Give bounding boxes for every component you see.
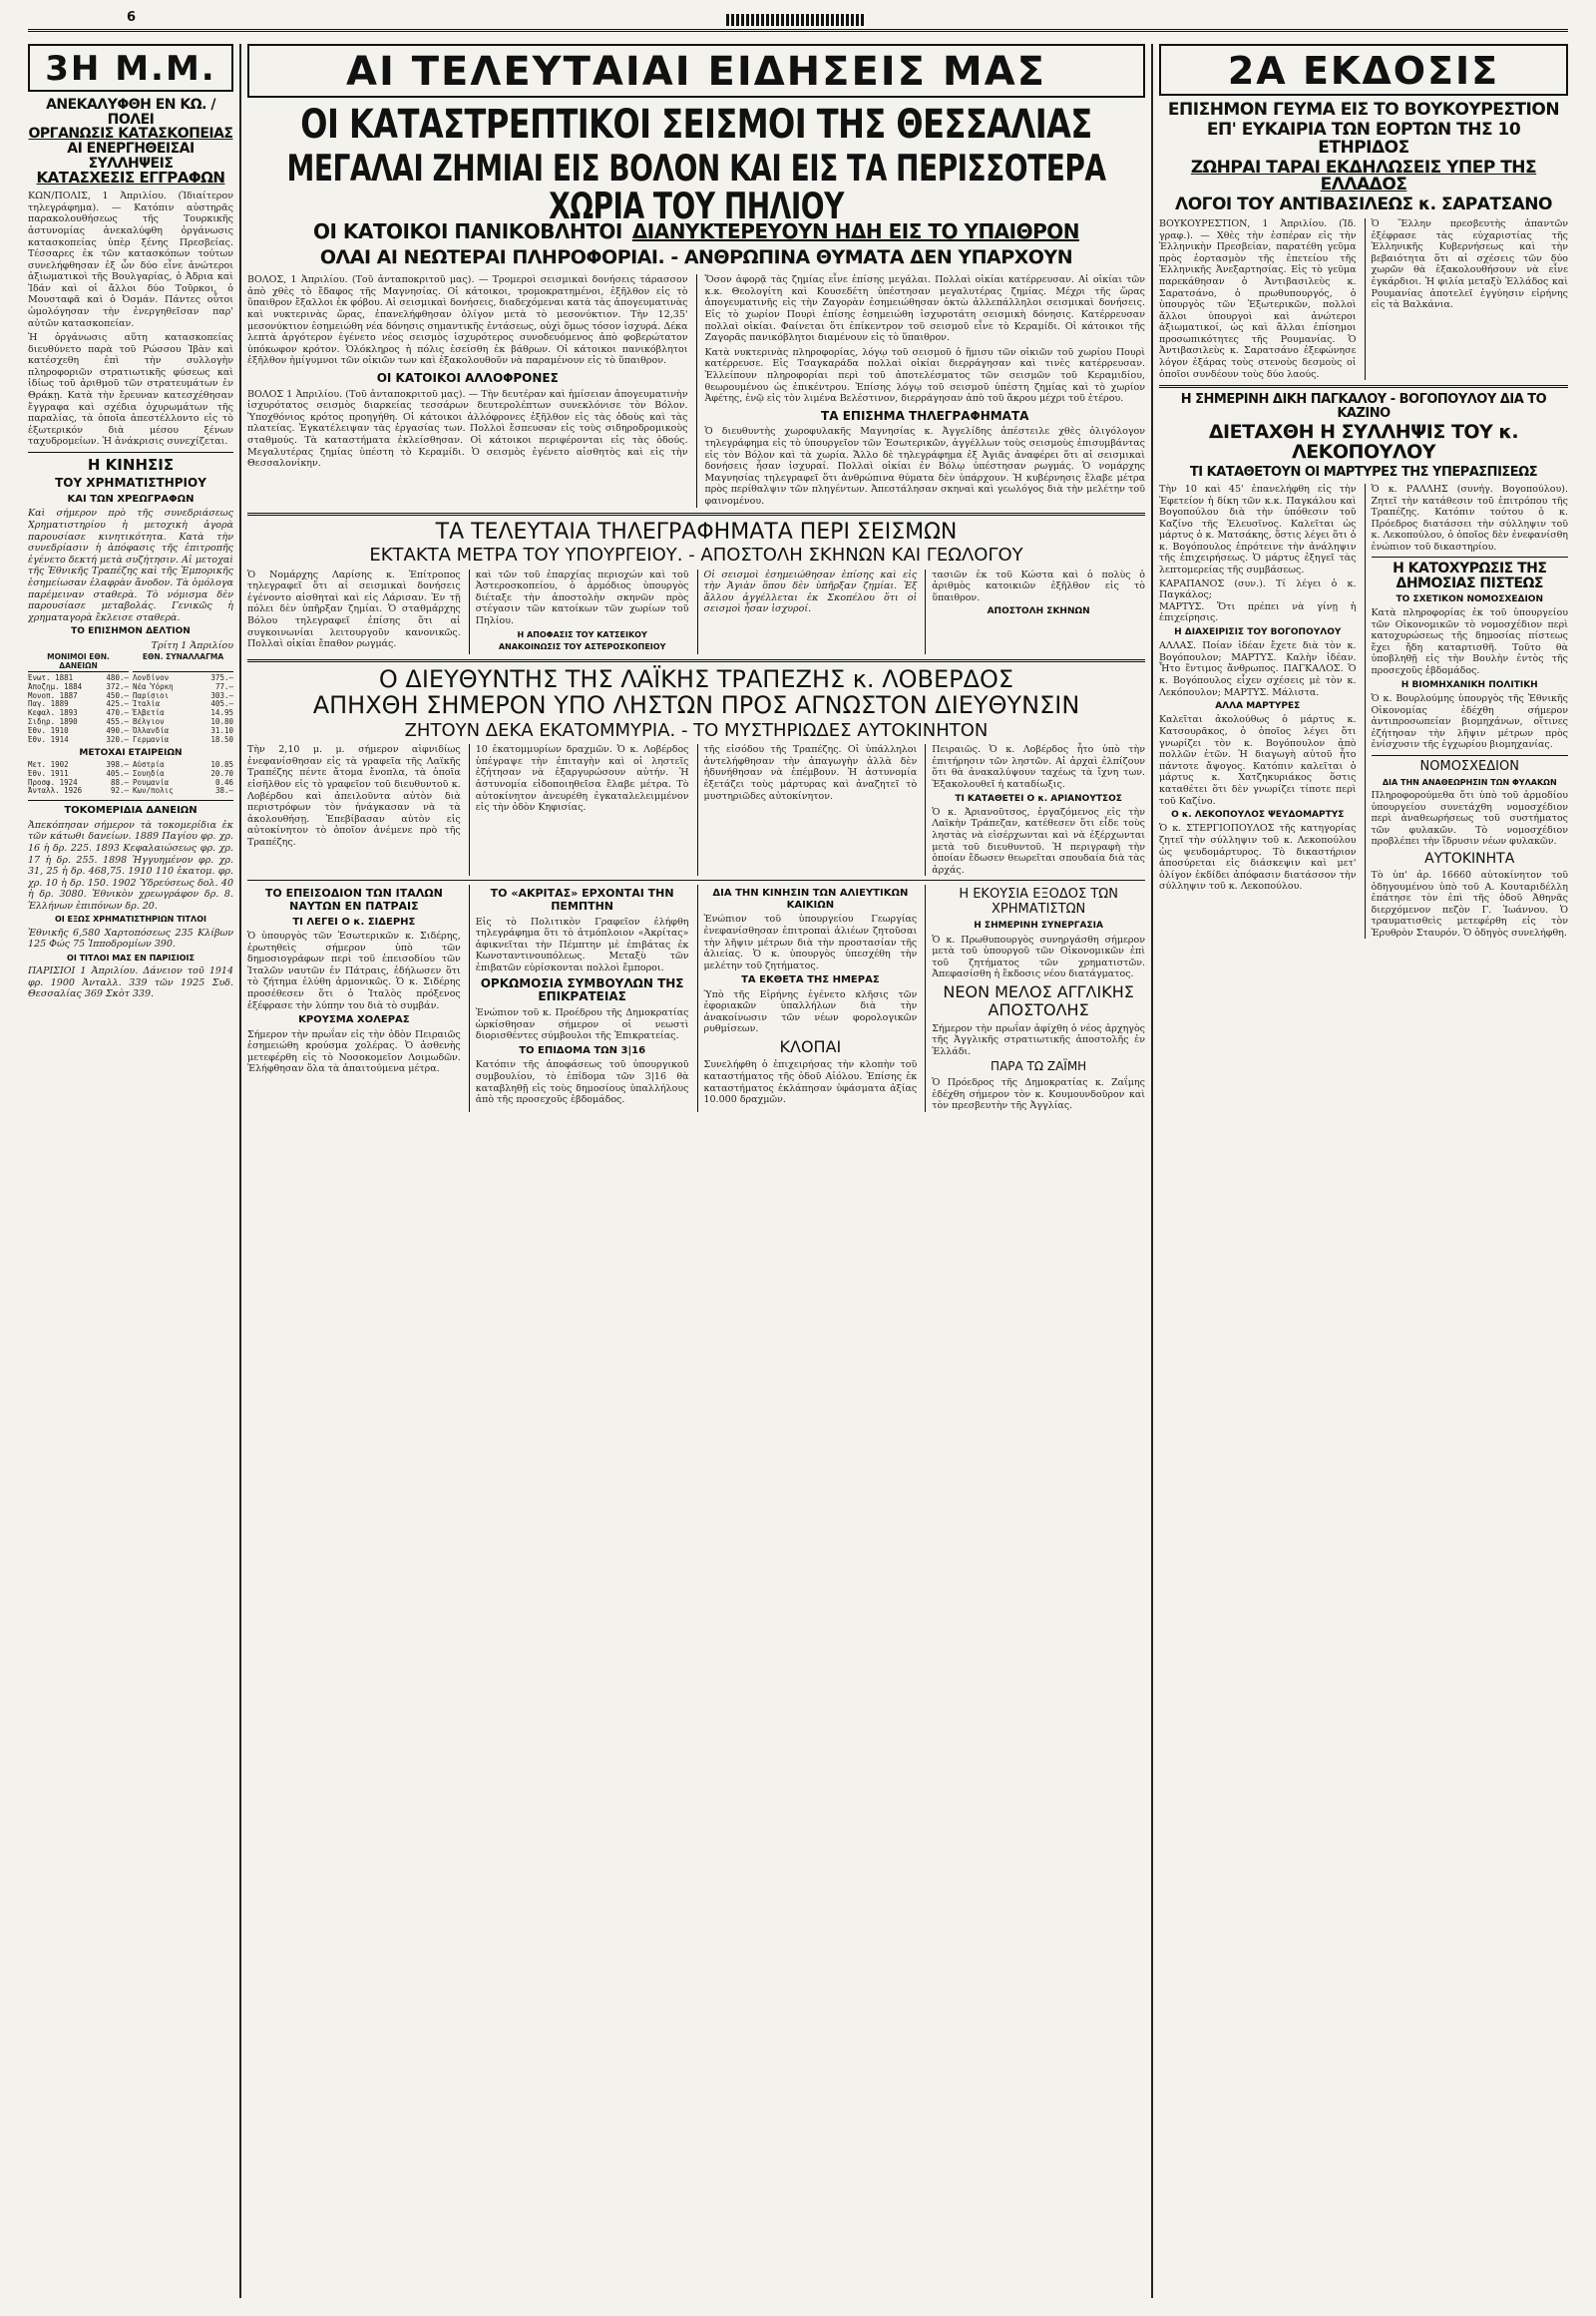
diak-text: ΑΛΛΑΣ. Ποίαν ἰδέαν ἔχετε διὰ τὸν κ. Βογόπουλον; ΜΑΡΤΥΣ. Καλὴν ἰδέαν. Ἦτο ἔντιμος ἄνθρωπος. ΠΑΓΚΑΛΟΣ. Ὁ κ. Βογόπουλος εἶχεν σχέσεις μὲ τὸν κ. Λεκόπουλον; ΜΑΡΤΥΣ. Μάλιστα. <box>1159 640 1357 698</box>
tele2-subheadline: ΕΚΤΑΚΤΑ ΜΕΤΡΑ ΤΟΥ ΥΠΟΥΡΓΕΙΟΥ. - ΑΠΟΣΤΟΛΗ ΣΚΗΝΩΝ ΚΑΙ ΓΕΩΛΟΓΟΥ <box>369 545 1023 567</box>
table-cell-value: 18.50 <box>210 734 233 744</box>
xolera-text: Σήμερον τὴν πρωΐαν εἰς τὴν ὁδὸν Πειραιῶς ἐσημειώθη κρούσμα χολέρας. Ὁ ἀσθενὴς μετεφέρθη εἰς τὸ Νοσοκομεῖον Λοιμωδῶν. Ἐλήφθησαν ὅλα τὰ ἀπαιτούμενα μέτρα. <box>247 1028 461 1075</box>
table-cell-label: Αὐστρία <box>133 759 165 769</box>
orkomos-text: Ἐνώπιον τοῦ κ. Προέδρου τῆς Δημοκρατίας ὡρκίσθησαν σήμερον οἱ νεωστὶ διορισθέντες σύμβουλοι τῆς Ἐπικρατείας. <box>475 1007 689 1042</box>
spy-article-text: ΚΩΝ/ΠΟΛΙΣ, 1 Ἀπριλίου. (Ἰδιαίτερον τηλεγράφημα). — Κατόπιν αὐστηρᾶς παρακολουθήσεως τῆς Τουρκικῆς ἀστυνομίας ἀνεκαλύφθη ὀργάνωσις κατασκοπείας ὑπὲρ ξένης Πρεσβείας. Τέσσαρες ἐκ τῶν κατασκόπων τούτων συνελήφθησαν ἐξ ὧν δύο εἶνε ἀνώτεροι ἀξιωματικοὶ τῆς Βουλγαρίας, ὁ Ἀδρια καὶ Ἰδάν καὶ οἱ ἄλλοι δύο Τοῦρκοι, ὁ Μουσταφᾶ καὶ ὁ Ὀσμάν. Πάντες οὗτοι ὡμολόγησαν τὴν ἐνεργηθεῖσαν παρ' αὐτῶν κατασκοπείαν. <box>28 191 233 329</box>
quake-text-1: ΒΟΛΟΣ, 1 Ἀπριλίου. (Τοῦ ἀνταποκριτοῦ μας). — Τρομεροὶ σεισμικαὶ δονήσεις τάρασσον ἀπὸ χθὲς τὸ ἔδαφος τῆς Μαγνησίας. Οἱ κάτοικοι, τρομοκρατημένοι, ἐξῆλθον εἰς τὸ ὕπαιθρον ἔξαλλοι ἐκ φόβου. Αἱ σεισμικαὶ δονήσεις, διαδεχόμεναι κατὰ τὰς ἀπογευματινὰς καὶ νυκτερινὰς ὥρας, ἐπανελήφθησαν ὀλίγον μετὰ τὸ μεσονύκτιον. Τὴν 12,35' μεσονύκτιον ἐσημειώθη νέα δόνησις σημαντικῆς ἐντάσεως, οὐχὶ ὅμως τόσον ἰσχυρά. Δέκα λεπτὰ ἀργότερον ἐγένετο νέος σεισμὸς ἰσχυρότερος συνοδευόμενος ἀπὸ φοβερώτατον ὑπόκωφον κρότον. Ὁλόκληρος ἡ πόλις ἐσείσθη ἐκ βάθρων. Οἱ κάτοικοι πανικόβλητοι ἐξῆλθον ἡμίγυμνοι τῶν οἰκιῶν των καὶ ἐξακολουθοῦν νὰ παραμένουν εἰς τὸ ὕπαιθρον. <box>247 274 688 367</box>
table-cell-value: 455.— <box>106 717 129 727</box>
akras-text: Εἰς τὸ Πολιτικὸν Γραφεῖον ἐλήφθη τηλεγράφημα ὅτι τὸ ἀτμόπλοιον «Ἀκρίτας» ἀφικνεῖται τὴν Πέμπτην μὲ ἐπιβάτας ἐκ Κωνσταντινουπόλεως. Μεταξὺ τῶν ἐπιβατῶν εὑρίσκονται πολλοὶ ἔμποροι. <box>475 916 689 973</box>
bottom-col <box>697 885 918 1112</box>
divider <box>247 513 1145 516</box>
quake-col-right <box>696 274 1146 507</box>
bucharest-col <box>1159 218 1357 380</box>
table-cell-label: Νέα Ὑόρκη <box>133 681 174 691</box>
page-number: 6 <box>124 10 139 25</box>
divider <box>28 452 233 453</box>
quake-headline-3b: ΔΙΑΝΥΚΤΕΡΕΥΟΥΝ ΗΔΗ ΕΙΣ ΤΟ ΥΠΑΙΘΡΟΝ <box>631 219 1080 244</box>
table-cell-label: Βέλγιον <box>133 717 165 727</box>
table-cell-value: 303.— <box>210 690 233 700</box>
tokomer-text: Ἀπεκόπησαν σήμερον τὰ τοκομερίδια ἐκ τῶν κάτωθι δανείων. 1889 Παγίου φρ. χρ. 16 ἡ δρ. 225. 1893 Κεφαλαιώσεως φρ. χρ. 17 ἡ δρ. 255. 1898 Ἠγγυημένον φρ. χρ. 31, 25 ἡ δρ. 468,75. 1910 110 ἑκατομ. φρ. χρ. 10 ἡ δρ. 150. 1902 Ὑδρεύσεως δολ. 40 ἡ δρ. 3080. Ἐθνικὸν χρεωγράφον δρ. 8. Ἑλλήνων ἐπιπόνων δρ. 20. <box>28 819 233 912</box>
tin-title: ΔΙΑ ΤΗΝ ΚΙΝΗΣΙΝ ΤΩΝ ΑΛΙΕΥΤΙΚΩΝ ΚΑΙΚΙΩΝ <box>712 888 909 911</box>
table-cell-label: Λονδίνον <box>133 672 170 682</box>
klopai-text: Συνελήφθη ὁ ἐπιχειρήσας τὴν κλοπὴν τοῦ καταστήματος τῆς ὁδοῦ Αἰόλου. Ἐπίσης ἐκ καταστήματος ἐκλάπησαν ὑφάσματα ἀξίας 10.000 δραχμῶν. <box>703 1059 918 1106</box>
right-headline-3: ΖΩΗΡΑΙ ΤΑΡΑΙ ΕΚΔΗΛΩΣΕΙΣ ΥΠΕΡ ΤΗΣ ΕΛΛΑΔΟΣ <box>1190 157 1537 195</box>
paris-title: ΟΙ ΤΙΤΛΟΙ ΜΑΣ ΕΝ ΠΑΡΙΣΙΟΙΣ <box>67 953 195 963</box>
kinisis-subtitle: ΤΟΥ ΧΡΗΜΑΤΙΣΤΗΡΙΟΥ <box>55 476 206 491</box>
bottom-col <box>925 885 1145 1112</box>
katax-subtitle: ΤΟ ΣΧΕΤΙΚΟΝ ΝΟΜΟΣΧΕΔΙΟΝ <box>1396 593 1543 604</box>
episodio-title: ΤΟ ΕΠΕΙΣΟΔΙΟΝ ΤΩΝ ΙΤΑΛΩΝ ΝΑΥΤΩΝ ΕΝ ΠΑΤΡΑΙΣ <box>264 887 443 913</box>
table-cell-value: 372.— <box>106 681 129 691</box>
bottom-articles <box>247 885 1145 1112</box>
metoxes-title: ΜΕΤΟΧΑΙ ΕΤΑΙΡΕΙΩΝ <box>79 747 183 758</box>
quake-headline-4: ΟΛΑΙ ΑΙ ΝΕΩΤΕΡΑΙ ΠΛΗΡΟΦΟΡΙΑΙ. - ΑΝΘΡΩΠΙΝΑ ΘΥΜΑΤΑ ΔΕΝ ΥΠΑΡΧΟΥΝ <box>319 246 1073 269</box>
bottom-col <box>247 885 461 1112</box>
table-col-right <box>133 674 233 745</box>
table-cell-value: 10.80 <box>210 717 233 727</box>
quake-text-3: Κατὰ νυκτερινὰς πληροφορίας, λόγῳ τοῦ σεισμοῦ ὁ ἥμισυ τῶν οἰκιῶν τοῦ χωρίου Πουρὶ κατέρρευσε. Εἰς Τσαγκαράδα πολλαὶ οἰκίαι διερράγησαν καὶ τινὲς κατέρρευσαν. Ἐλλείπουν πληροφορίαι περὶ τοῦ ἀποτελέσματος τῶν σεισμῶν τοῦ Κεραμιδίου, θεωρουμένου ὡς ἐπικέντρου. Ἐπίσης λόγῳ τοῦ σεισμοῦ ὑπέστη ζημίας καὶ τὸ χωρίον Ἀφέτης, ἐνῷ εἰς τὸν λιμένα Βελέστινον, διερράγησαν ἀπὸ τοῦ ἄκρου μέχρι τοῦ ἑτέρου. <box>704 346 1145 405</box>
viom-title: Η ΒΙΟΜΗΧΑΝΙΚΗ ΠΟΛΙΤΙΚΗ <box>1400 679 1538 690</box>
table-col-left <box>28 761 129 796</box>
katoikoi-text: ΒΟΛΟΣ 1 Ἀπριλίου. (Τοῦ ἀνταποκριτοῦ μας). — Τὴν δευτέραν καὶ ἡμίσειαν ἀπογευματινὴν ἰσχυρότατος σεισμὸς διαρκείας τεσσάρων δευτερολέπτων συνεκλόνισε τὸν Βόλον. Ὑποχθόνιος κρότος προηγήθη. Οἱ κάτοικοι ἀλλόφρονες ἐξῆλθον εἰς τὰς ὁδοὺς καὶ τὰς πλατείας. Ἐγκατέλειψαν τὰς ἐργασίας των. Πολλοὶ ἔσπευσαν εἰς τοὺς σιδηροδρομικοὺς σταθμούς. Τὰ καταστήματα ἐκλείσθησαν. Οἱ κάτοικοι περιφέρονται εἰς τὰς ὁδούς. Μεγαλυτέρας ζημίας ὑπέστη τὸ Κεραμίδι. Ὁ σεισμὸς ἐγένετο αἰσθητὸς καὶ εἰς τὴν Θεσσαλονίκην. <box>247 388 688 470</box>
divider <box>247 880 1145 881</box>
loverdos-subheadline-2: ΖΗΤΟΥΝ ΔΕΚΑ ΕΚΑΤΟΜΜΥΡΙΑ. - ΤΟ ΜΥΣΤΗΡΙΩΔΕΣ ΑΥΤΟΚΙΝΗΤΟΝ <box>404 719 989 741</box>
divider <box>247 659 1145 662</box>
table-cell-value: 20.70 <box>210 768 233 778</box>
allo-text: Καλεῖται ἀκολούθως ὁ μάρτυς κ. Κατσουρᾶκος, ὁ ὁποῖος λέγει ὅτι γνωρίζει τὸν κ. Βογόπουλον ἀπὸ πολλῶν ἐτῶν. Ἡ διαγωγὴ αὐτοῦ ἦτο πάντοτε ἄψογος. Κατόπιν καλεῖται ὁ μάρτυς κ. Χατζηκυριάκος ὅστις καταθέτει ὅτι δὲν γνωρίζει τίποτε περὶ τοῦ Καζίνο. <box>1159 714 1357 807</box>
shares-table <box>28 761 233 796</box>
left-header: 3Η Μ.Μ. <box>28 44 233 92</box>
left-headline-line: ΟΡΓΑΝΩΣΙΣ ΚΑΤΑΣΚΟΠΕΙΑΣ <box>28 126 233 143</box>
table-cell-label: Κεφαλ. 1893 <box>28 708 78 718</box>
top-rule <box>28 10 1568 32</box>
quake-headline-3a: ΟΙ ΚΑΤΟΙΚΟΙ ΠΑΝΙΚΟΒΛΗΤΟΙ <box>312 219 622 244</box>
nomos-title: ΝΟΜΟΣΧΕΔΙΟΝ <box>1419 758 1519 774</box>
exchange-table <box>28 651 233 744</box>
tele2-col <box>925 570 1145 654</box>
bucharest-col <box>1365 218 1569 380</box>
table-cell-label: Σουηδία <box>133 768 165 778</box>
tele2-headline: ΤΑ ΤΕΛΕΥΤΑΙΑ ΤΗΛΕΓΡΑΦΗΜΑΤΑ ΠΕΡΙ ΣΕΙΣΜΩΝ <box>435 519 958 545</box>
para-title: ΠΑΡΑ ΤΩ ΖΑΪΜΗ <box>991 1059 1087 1074</box>
table-cell-label: Ἀνταλλ. 1926 <box>28 786 83 796</box>
allo-title: ΑΛΛΑ ΜΑΡΤΥΡΕΣ <box>1215 701 1301 712</box>
akras-title: ΤΟ «ΑΚΡΙΤΑΣ» ΕΡΧΟΝΤΑΙ ΤΗΝ ΠΕΜΠΤΗΝ <box>490 887 674 913</box>
tele2-text: τασιῶν ἐκ τοῦ Κώστα καὶ ὁ πολὺς ὁ ἀριθμὸς κατοικιῶν ἐξῆλθον εἰς τὸ ὕπαιθρον. <box>932 569 1145 603</box>
trial-line: ΜΑΡΤΥΣ. Ὅτι πρέπει νὰ γίνῃ ἡ ἐπιχείρησις. <box>1159 600 1357 624</box>
table-cell-label: Γερμανία <box>133 734 170 744</box>
trial-col <box>1365 484 1569 939</box>
trial-subheadline-2: ΤΙ ΚΑΤΑΘΕΤΟΥΝ ΟΙ ΜΑΡΤΥΡΕΣ ΤΗΣ ΥΠΕΡΑΣΠΙΣΕΩΣ <box>1189 465 1538 481</box>
table-cell-label: Μετ. 1902 <box>28 759 69 769</box>
trial-subheadline: ΔΙΕΤΑΧΘΗ Η ΣΥΛΛΗΨΙΣ ΤΟΥ κ. ΛΕΚΟΠΟΥΛΟΥ <box>1208 421 1519 464</box>
loverdos-col <box>247 744 461 876</box>
deltion-title: ΤΟ ΕΠΙΣΗΜΟΝ ΔΕΛΤΙΟΝ <box>71 626 191 637</box>
quake-headline: ΟΙ ΚΑΤΑΣΤΡΕΠΤΙΚΟΙ ΣΕΙΣΜΟΙ ΤΗΣ ΘΕΣΣΑΛΙΑΣ <box>300 100 1092 148</box>
left-column <box>28 44 233 2298</box>
table-cell-value: 0.46 <box>214 777 233 787</box>
loverdos-col <box>925 744 1145 876</box>
quake-col-left <box>247 274 688 507</box>
table-cell-label: Ἐθν. 1911 <box>28 768 69 778</box>
main-banner: ΑΙ ΤΕΛΕΥΤΑΙΑΙ ΕΙΔΗΣΕΙΣ ΜΑΣ <box>247 44 1145 98</box>
right-header: 2Α ΕΚΔΟΣΙΣ <box>1159 44 1568 96</box>
table-cell-value: 92.— <box>110 786 129 796</box>
ekthesi-text: Ὑπὸ τῆς Εἰρήνης ἐγένετο κλῆσις τῶν ἐφοριακῶν ὑπαλλήλων διὰ τὴν ἀνακοίνωσιν τῶν νέων φορολογικῶν ρυθμίσεων. <box>703 988 918 1035</box>
table-col-right <box>133 761 233 796</box>
xrimat-text: Ἐθνικῆς 6,580 Χαρτοπόσεως 235 Κλίβων 125 Φώς 75 Ἰπποδρομίων 390. <box>28 927 233 951</box>
tele2-col <box>247 570 461 654</box>
tele2-col <box>697 570 918 654</box>
table-row <box>133 787 233 796</box>
table-cell-label: Ὀλλανδία <box>133 725 170 735</box>
trial-line: ΚΑΡΑΠΑΝΟΣ (συν.). Τί λέγει ὁ κ. Παγκάλος; <box>1159 578 1357 601</box>
loverdos-article <box>247 744 1145 876</box>
skin-title: ΑΠΟΣΤΟΛΗ ΣΚΗΝΩΝ <box>987 606 1090 617</box>
kinisis-title: Η ΚΙΝΗΣΙΣ <box>87 455 175 474</box>
table-cell-value: 490.— <box>106 725 129 735</box>
table-cell-label: Ἑνωτ. 1881 <box>28 672 74 682</box>
table-cell-label: Ρουμανία <box>133 777 170 787</box>
table-cell-label: Ἑλβετία <box>133 708 165 718</box>
table-cell-value: 88.— <box>110 777 129 787</box>
klopai-title: ΚΛΟΠΑΙ <box>779 1037 842 1057</box>
table-cell-value: 405.— <box>106 768 129 778</box>
table-header: ΜΟΝΙΜΟΙ ΕΘΝ. ΔΑΝΕΙΩΝ <box>28 653 129 672</box>
loverdos-text: Τὴν 2,10 μ. μ. σήμερον αἰφνιδίως ἐνεφανίσθησαν εἰς τὰ γραφεῖα τῆς Λαϊκῆς Τραπέζης πέντε ἄτομα ἔνοπλα, τὰ ὁποῖα εἰσῆλθον εἰς τὸ γραφεῖον τοῦ διευθυντοῦ κ. Λοβέρδου καὶ ἀπειλοῦντα αὐτὸν διὰ περιστρόφων τὸν ἠνάγκασαν νὰ τὰ ἀκολουθήσῃ. Ἐπεβίβασαν αὐτὸν εἰς αὐτοκίνητον τὸ ὁποῖον ἀνέμενε πρὸ τῆς Τραπέζης. <box>247 744 461 848</box>
kinisis-subtitle-2: ΚΑΙ ΤΩΝ ΧΡΕΩΓΡΑΦΩΝ <box>67 493 195 505</box>
left-headline <box>28 98 233 187</box>
divider <box>1372 557 1569 558</box>
exousia-title: Η ΕΚΟΥΣΙΑ ΕΞΟΔΟΣ ΤΩΝ ΧΡΗΜΑΤΙΣΤΩΝ <box>959 887 1118 918</box>
epidoma-text: Κατόπιν τῆς ἀποφάσεως τοῦ ὑπουργικοῦ συμβουλίου, τὸ ἐπίδομα τῶν 3|16 θὰ καταβληθῇ εἰς τοὺς δημοσίους ὑπαλλήλους ἀπὸ τῆς προσεχοῦς ἑβδομάδος. <box>475 1059 689 1106</box>
tokomer-title: ΤΟΚΟΜΕΡΙΔΙΑ ΔΑΝΕΙΩΝ <box>64 805 198 817</box>
kinisis-text: Καὶ σήμερον πρὸ τῆς συνεδριάσεως Χρηματιστηρίου ἡ μετοχικὴ ἀγορὰ παρουσίασε κινητικότητα. Κατὰ τὴν συνεδρίασιν ἡ ἀπόφασις τῆς ἐπιτροπῆς ἐγένετο δεκτή μετὰ συζήτησιν. Αἱ μετοχαὶ τῆς Ἐθνικῆς Τραπέζης καὶ τῆς Ἐμπορικῆς ἐσημείωσαν ἐλαφρὰν ἄνοδον. Τὰ ὁμόλογα παρέμειναν σταθερὰ. Τὸ νόμισμα δὲν παρουσίασε μεταβολάς. Γενικῶς ἡ χρηματαγορὰ ἔκλεισε σταθερὰ. <box>28 508 233 623</box>
table-cell-label: Ἰταλία <box>133 699 161 709</box>
nomos-text: Πληροφορούμεθα ὅτι ὑπὸ τοῦ ἁρμοδίου ὑπουργείου συνετάχθη νομοσχέδιον περὶ ἀναθεωρήσεως τοῦ συστήματος τῶν φυλακῶν. Τὸ νομοσχέδιον προβλέπει τὴν ἵδρυσιν νέων φυλακῶν. <box>1371 789 1568 848</box>
neon-title: ΝΕΟΝ ΜΕΛΟΣ ΑΓΓΛΙΚΗΣ ΑΠΟΣΤΟΛΗΣ <box>943 981 1134 1020</box>
left-headline-line: ΑΙ ΕΝΕΡΓΗΘΕΙΣΑΙ ΣΥΛΛΗΨΕΙΣ <box>67 141 195 172</box>
table-cell-value: 398.— <box>106 759 129 769</box>
tele2-text: Οἱ σεισμοὶ ἐσημειώθησαν ἐπίσης καὶ εἰς τὴν Ἀγιὰν ὅπου δὲν ὑπῆρξαν ζημίαι. Ἐξ ἄλλου ἀγγέλλεται ἐκ Σκοπέλου ὅτι οἱ σεισμοὶ ἦσαν ἰσχυροί. <box>703 569 918 615</box>
table-row <box>28 787 129 796</box>
table-cell-value: 375.— <box>210 672 233 682</box>
table-cell-label: Κων/πολις <box>133 786 174 796</box>
table-cell-label: Ἀποζημ. 1884 <box>28 681 83 691</box>
aerop-title: Η ΑΠΟΦΑΣΙΣ ΤΟΥ ΚΑΤΣΕΙΚΟΥ <box>517 629 647 639</box>
katax-text: Κατὰ πληροφορίας ἐκ τοῦ ὑπουργείου τῶν Οἰκονομικῶν τὸ νομοσχέδιον περὶ κατοχυρώσεως τῆς δημοσίας πίστεως ἔχει ἤδη καταρτισθῆ. Τοῦτο θὰ ὑποβληθῇ εἰς τὴν Βουλὴν ἐντὸς τῆς προσεχοῦς ἑβδομάδος. <box>1371 607 1568 677</box>
table-cell-value: 405.— <box>210 699 233 709</box>
loverdos-text: Πειραιῶς. Ὁ κ. Λοβέρδος ἦτο ὑπὸ τὴν ἐπιτήρησιν τῶν ληστῶν. Αἱ ἀρχαὶ ἐλπίζουν ὅτι θὰ ἀνακαλύψουν ταχέως τὰ ἴχνη των. Ἐξακολουθεῖ ἡ καταδίωξις. <box>932 744 1145 790</box>
masthead-ornament <box>726 14 866 26</box>
table-cell-label: Ἐθν. 1910 <box>28 725 69 735</box>
table-row <box>28 736 129 745</box>
exousia-text: Ὁ κ. Πρωθυπουργὸς συνηργάσθη σήμερον μετὰ τοῦ ὑπουργοῦ τῶν Οἰκονομικῶν ἐπὶ τοῦ ζητήματος τῶν χρηματιστῶν. Ἀπεφασίσθη ἡ ἔκδοσις νέου διατάγματος. <box>932 934 1145 980</box>
viom-text: Ὁ κ. Βουρλούμης ὑπουργὸς τῆς Ἐθνικῆς Οἰκονομίας ἐδέχθη σήμερον ἀντιπροσωπείαν βιομηχάνων, οἵτινες ἐζήτησαν τὴν λῆψιν μέτρων πρὸς ἐνίσχυσιν τῆς ἐγχωρίου βιομηχανίας. <box>1371 692 1568 751</box>
trial-headline: Η ΣΗΜΕΡΙΝΗ ΔΙΚΗ ΠΑΓΚΑΛΟΥ - ΒΟΓΟΠΟΥΛΟΥ ΔΙΑ ΤΟ ΚΑΖΙΝΟ <box>1180 392 1547 421</box>
lekop-text: Ὁ κ. ΣΤΕΡΓΙΟΠΟΥΛΟΣ τῆς κατηγορίας ζητεῖ τὴν σύλληψιν τοῦ κ. Λεκοπούλου ὡς ψευδομάρτυρος. Τὸ δικαστήριον ἀποσύρεται εἰς διάσκεψιν καὶ μετ' ὀλίγον ἐκδίδει ἀπόφασιν διατάσσον τὴν σύλληψιν τοῦ κ. Λεκοπούλου. <box>1159 823 1357 893</box>
tele2-col <box>469 570 689 654</box>
table-cell-value: 450.— <box>106 690 129 700</box>
bucharest-text: ΒΟΥΚΟΥΡΕΣΤΙΟΝ, 1 Ἀπριλίου. (Ἰδ. γραφ.). — Χθὲς τὴν ἑσπέραν εἰς τὴν Ἑλληνικὴν Πρεσβείαν, παρατέθη γεῦμα πρὸς ἑορτασμὸν τῆς ἐπετείου τῆς Ἑλληνικῆς Ἀνεξαρτησίας. Εἰς τὸ γεῦμα παρεκάθησαν ὁ Ἀντιβασιλεὺς κ. Σαρατσάνο, ὁ πρωθυπουργός, ὁ ὑπουργὸς τῶν Ἐξωτερικῶν, πολλοὶ ἄλλοι ὑπουργοὶ καὶ ἀνώτεροι ἀξιωματικοί, ὡς καὶ ἄλλαι ἐπίσημοι προσωπικότητες τῆς Ρουμανίας. Ὁ Ἀντιβασιλεὺς κ. Σαρατσάνο ἐξεφώνησε λόγον ἐξάρας τοὺς στενοὺς δεσμοὺς οἱ ὁποῖοι συνδέουν τοὺς δύο λαούς. <box>1159 218 1357 380</box>
divider <box>28 800 233 801</box>
right-headline-4: ΛΟΓΟΙ ΤΟΥ ΑΝΤΙΒΑΣΙΛΕΩΣ κ. ΣΑΡΑΤΣΑΝΟ <box>1175 194 1552 215</box>
xolera-title: ΚΡΟΥΣΜΑ ΧΟΛΕΡΑΣ <box>298 1014 410 1026</box>
bottom-col <box>469 885 689 1112</box>
table-cell-value: 31.10 <box>210 725 233 735</box>
table-cell-value: 14.95 <box>210 708 233 718</box>
deltion-date: Τρίτη 1 Ἀπριλίου <box>151 639 233 651</box>
episodio-subtitle: ΤΙ ΛΕΓΕΙ Ο κ. ΣΙΔΕΡΗΣ <box>292 916 416 928</box>
bucharest-text: Ὁ Ἕλλην πρεσβευτὴς ἀπαντῶν ἐξέφρασε τὰς εὐχαριστίας τῆς Ἑλληνικῆς Κυβερνήσεως καὶ τὴν βεβαιότητα ὅτι αἱ σχέσεις τῶν δύο χωρῶν θὰ ἐξακολουθήσουν νὰ εἶνε ἐγκάρδιοι. Ἡ φιλία μεταξὺ Ἑλλάδος καὶ Ρουμανίας ἀποτελεῖ ἐγγύησιν εἰρήνης εἰς τὰ Βαλκάνια. <box>1371 218 1568 311</box>
ekthesi-title: ΤΑ ΕΚΘΕΤΑ ΤΗΣ ΗΜΕΡΑΣ <box>741 974 880 986</box>
table-cell-label: Ἐθν. 1914 <box>28 734 69 744</box>
main-column <box>247 44 1145 2298</box>
loverdos-headline: Ο ΔΙΕΥΘΥΝΤΗΣ ΤΗΣ ΛΑΪΚΗΣ ΤΡΑΠΕΖΗΣ κ. ΛΟΒΕΡΔΟΣ <box>378 664 1014 693</box>
table-col-left <box>28 674 129 745</box>
paris-text: ΠΑΡΙΣΙΟΙ 1 Ἀπριλίου. Δάνειον τοῦ 1914 φρ. 1900 Ἀνταλλ. 339 τῶν 1925 Συδ. Θεσσαλίας 369 Σκὸτ 339. <box>28 965 233 1000</box>
newspaper-page <box>28 10 1568 2298</box>
loverdos-col <box>469 744 689 876</box>
tele-text: Ὁ διευθυντὴς χωροφυλακῆς Μαγνησίας κ. Ἀγγελίδης ἀπέστειλε χθὲς ὀλιγόλογον τηλεγράφημα εἰς τὸ ὑπουργεῖον τῶν Ἐσωτερικῶν, ἀγγέλλων τοὺς σεισμοὺς ἐπισυμβάντας εἰς τὸν Βόλον καὶ τὰ χωρία. Ἄλλο δὲ τηλεγράφημα ἐξ Ἀγιᾶς ἀναφέρει ὅτι αἱ σεισμικαὶ δονήσεις ἦσαν ἰσχυραί. Πολλαὶ οἰκίαι ἐν Βόλῳ ὑπέστησαν ρωγμάς. Ὁ νομάρχης Μαγνησίας τηλεγραφεῖ ὅτι ἀνθρώπινα θύματα δὲν ὑπάρχουν. Ἡ κυβέρνησις ἔλαβε μέτρα πρὸς περίθαλψιν τῶν πληγέντων. Ἀπεστάλησαν σκηναὶ καὶ γεωλόγος διὰ τὴν μελέτην τοῦ φαινομένου. <box>704 426 1145 507</box>
para-text: Ὁ Πρόεδρος τῆς Δημοκρατίας κ. Ζαΐμης ἐδέχθη σήμερον τὸν κ. Κουμουνδοῦρον καὶ τὸν πρεσβευτὴν τῆς Ἀγγλίας. <box>932 1077 1145 1112</box>
tin-text: Ἐνώπιον τοῦ ὑπουργείου Γεωργίας ἐνεφανίσθησαν ἐπιτροπαὶ ἁλιέων ζητοῦσαι τὴν λῆψιν μέτρων διὰ τὴν προστασίαν τῆς ἁλιείας. Ὁ κ. ὑπουργὸς ὑπεσχέθη τὴν μελέτην τοῦ ζητήματος. <box>703 914 918 971</box>
table-cell-label: Μονοπ. 1887 <box>28 690 78 700</box>
spy-article-text-2: Ἡ ὀργάνωσις αὕτη κατασκοπείας διευθύνετο παρὰ τοῦ Ρώσσου Ἰβὰν καὶ κατέσχεθη ἐπὶ τὴν συλλογὴν πληροφοριῶν στρατιωτικῆς φύσεως καὶ ἰδίως τοῦ ἀριθμοῦ τῶν στρατευμάτων ἐν Θράκῃ. Κατὰ τὴν ἔρευναν κατεσχέθησαν ἔγγραφα καὶ σχέδια ὀχυρωμάτων τῆς παραλίας, τὰ ὁποῖα ἀπεστέλλοντο εἰς τὸ ἐξωτερικόν διὰ μέσου ξένων ταχυδρομείων. Ἡ ἀνάκρισις συνεχίζεται. <box>28 332 233 448</box>
quake-subheadline: ΜΕΓΑΛΑΙ ΖΗΜΙΑΙ ΕΙΣ ΒΟΛΟΝ ΚΑΙ ΕΙΣ ΤΑ ΠΕΡΙΣΣΟΤΕΡΑ ΧΩΡΙΑ ΤΟΥ ΠΗΛΙΟΥ <box>286 146 1106 228</box>
lekop-title: Ο κ. ΛΕΚΟΠΟΥΛΟΣ ΨΕΥΔΟΜΑΡΤΥΣ <box>1171 810 1345 821</box>
divider <box>1159 385 1568 388</box>
quake-text-2: Ὅσον ἀφορᾷ τὰς ζημίας εἶνε ἐπίσης μεγάλαι. Πολλαὶ οἰκίαι κατέρρευσαν. Αἱ οἰκίαι τῶν κ.κ. Θεολογίτη καὶ Κουσεδέτη ὑπέστησαν μεγαλυτέρας ζημίας. Μέχρι τῆς ὥρας ἀπογευματινῆς εἰς τὴν Ζαγορὰν ἐσημειώθησαν ὀκτὼ ἀλλεπάλληλοι σεισμικαὶ δονήσεις. Εἰς τὸ χωρίον Πουρὶ ἐπίσης ἐσημειώθη ἰσχυροτάτη σεισμικὴ δόνησις. Κατέρρευσαν πολλαὶ οἰκίαι. Φαίνεται ὅτι ἐπίκεντρον τοῦ σεισμοῦ εἶνε τὸ Κεραμίδι. Οἱ κάτοικοι τῆς Ζαγορᾶς πανικόβλητοι διαμένουν εἰς τὸ ὕπαιθρον. <box>704 274 1145 344</box>
table-cell-label: Παρίσιοι <box>133 690 170 700</box>
trial-text: Ὁ κ. ΡΑΛΛΗΣ (συνήγ. Βογοπούλου). Ζητεῖ τὴν κατάθεσιν τοῦ ἐπιτρόπου τῆς Τραπέζης. Κατόπιν τούτου ὁ κ. Πρόεδρος διατάσσει τὴν σύλληψιν τοῦ κ. Λεκοπούλου, ὁ ὁποῖος δὲν ἐνεφανίσθη ἐνώπιον τοῦ δικαστηρίου. <box>1371 483 1568 553</box>
table-cell-label: Παγ. 1889 <box>28 699 69 709</box>
katath-title: ΤΙ ΚΑΤΑΘΕΤΕΙ Ο κ. ΑΡΙΑΝΟΥΤΣΟΣ <box>955 793 1122 804</box>
left-headline-line: ΚΑΤΑΣΧΕΣΙΣ ΕΓΓΡΑΦΩΝ <box>36 169 225 188</box>
trial-text: Τὴν 10 καὶ 45' ἐπανελήφθη εἰς τὴν Ἐφετείον ἡ δίκη τῶν κ.κ. Παγκάλου καὶ Βογοπούλου διὰ τὴν ὑπόθεσιν τοῦ Καζίνο τῆς Ἐλευσῖνος. Καλεῖται ὡς μάρτυς ὁ κ. Ματσάκης, ὅστις λέγει ὅτι ὁ κ. Βογόπουλος ἐπρότεινε τὴν ἀνάληψιν τῆς ἐπιχειρήσεως. Ὁ μάρτυς ἐξηγεῖ τὰς λεπτομερείας τῆς συμβάσεως. <box>1159 483 1357 576</box>
bucharest-article <box>1159 218 1568 380</box>
table-header: ΕΘΝ. ΣΥΝΑΛΛΑΓΜΑ <box>133 653 233 672</box>
diak-title: Η ΔΙΑΧΕΙΡΙΣΙΣ ΤΟΥ ΒΟΓΟΠΟΥΛΟΥ <box>1174 626 1342 637</box>
table-cell-value: 10.85 <box>210 759 233 769</box>
katax-title: Η ΚΑΤΟΧΥΡΩΣΙΣ ΤΗΣ ΔΗΜΟΣΙΑΣ ΠΙΣΤΕΩΣ <box>1393 561 1547 592</box>
loverdos-col <box>697 744 918 876</box>
quake-article <box>247 274 1145 507</box>
table-cell-value: 77.— <box>214 681 233 691</box>
trial-col <box>1159 484 1357 939</box>
katath-text: Ὁ κ. Ἀριανοῦτσος, ἐργαζόμενος εἰς τὴν Λαϊκὴν Τράπεζαν, κατέθεσεν ὅτι εἶδε τοὺς ληστὰς νὰ εἰσέρχωνται καὶ νὰ ἐξέρχωνται μετὰ τοῦ διευθυντοῦ. Ἡ περιγραφὴ τὴν ὁποίαν ἔδωσεν θεωρεῖται σπουδαία διὰ τὰς ἀρχάς. <box>932 806 1145 876</box>
table-cell-label: Σιδηρ. 1890 <box>28 717 78 727</box>
katoikoi-title: ΟΙ ΚΑΤΟΙΚΟΙ ΑΛΛΟΦΡΟΝΕΣ <box>376 370 559 385</box>
loverdos-subheadline: ΑΠΗΧΘΗ ΣΗΜΕΡΟΝ ΥΠΟ ΛΗΣΤΩΝ ΠΡΟΣ ΑΓΝΩΣΤΟΝ ΔΙΕΥΘΥΝΣΙΝ <box>312 690 1080 719</box>
nomos-subtitle: ΔΙΑ ΤΗΝ ΑΝΑΘΕΩΡΗΣΙΝ ΤΩΝ ΦΥΛΑΚΩΝ <box>1382 777 1557 787</box>
loverdos-text: τῆς εἰσόδου τῆς Τραπέζης. Οἱ ὑπάλληλοι ἀντελήφθησαν τὴν ἀπαγωγὴν ἀλλὰ δὲν ἠδυνήθησαν νὰ ἐπέμβουν. Ἡ ἀστυνομία ἐξετάζει τοὺς μάρτυρας καὶ ἀναζητεῖ τὸ μυστηριῶδες αὐτοκίνητον. <box>703 744 918 802</box>
divider <box>1372 755 1569 756</box>
table-cell-value: 470.— <box>106 708 129 718</box>
table-cell-value: 480.— <box>106 672 129 682</box>
table-cell-value: 425.— <box>106 699 129 709</box>
episodio-text: Ὁ ὑπουργὸς τῶν Ἐσωτερικῶν κ. Σιδέρης, ἐρωτηθεὶς σήμερον ὑπὸ τῶν δημοσιογράφων περὶ τοῦ ἐπεισοδίου τῶν Ἰταλῶν ναυτῶν ἐν Πάτραις, ἐδήλωσεν ὅτι τὸ ζήτημα ἐλύθη ἀρμονικῶς. Ὁ κ. Σιδέρης προσέθεσεν ὅτι ὁ Ἰταλὸς πρόξενος ἐξέφρασε τὴν λύπην του διὰ τὸ συμβάν. <box>247 931 461 1011</box>
auto-text: Τὸ ὑπ' ἀρ. 16660 αὐτοκίνητον τοῦ ὁδηγουμένου ὑπὸ τοῦ Α. Κουταριδέλλη ἐπάτησε τὸν ἐπὶ τῆς ὁδοῦ Ἀθηνᾶς διερχόμενον πεζὸν Γ. Ἰωάννου. Ὁ τραυματισθεὶς μετεφέρθη εἰς τὸν Ἐρυθρὸν Σταυρόν. Ὁ ὁδηγὸς συνελήφθη. <box>1371 869 1568 939</box>
neon-text: Σήμερον τὴν πρωΐαν ἀφίχθη ὁ νέος ἀρχηγὸς τῆς Ἀγγλικῆς στρατιωτικῆς ἀποστολῆς ἐν Ἑλλάδι. <box>932 1022 1145 1057</box>
trial-article <box>1159 484 1568 939</box>
column-rule <box>1151 44 1153 2298</box>
table-cell-value: 38.— <box>214 786 233 796</box>
tele2-text: Ὁ Νομάρχης Λαρίσης κ. Ἐπίτροπος τηλεγραφεῖ ὅτι αἱ σεισμικαὶ δονήσεις ἐγένοντο αἰσθηταὶ καὶ εἰς Λάρισαν. Ἐν τῇ πόλει δὲν ὑπῆρξαν ζημίαι. Ὁ σταθμάρχης Βόλου τηλεγραφεῖ ἐπίσης ὅτι αἱ συγκοινωνίαι λειτουργοῦν κανονικῶς. Πολλαὶ οἰκίαι ἔπαθον ρωγμάς. <box>247 569 461 650</box>
xrimat-title: ΟΙ ΕΞΩΣ ΧΡΗΜΑΤΙΣΤΗΡΙΩΝ ΤΙΤΛΟΙ <box>54 915 207 925</box>
tele2-text: καὶ τῶν τοῦ ἐπαρχίας περιοχών καὶ τοῦ Ἀστεροσκοπείου, ὁ ἀρμόδιος ὑπουργὸς διέταξε τὴν ἀποστολὴν σκηνῶν πρὸς στέγασιν τῶν κατοίκων τῶν χωρίων τοῦ Πηλίου. <box>475 569 689 627</box>
loverdos-text: 10 ἑκατομμυρίων δραχμῶν. Ὁ κ. Λοβέρδος ὑπέγραψε τὴν ἐπιταγὴν καὶ οἱ ληστεῖς ἐζήτησαν νὰ ἐξαργυρώσουν αὐτήν. Ἡ ἀστυνομία εἰδοποιηθεῖσα ἔλαβε μέτρα. Τὸ αὐτοκίνητον ἀνευρέθη ἐγκαταλελειμμένον εἰς τὴν ὁδὸν Κηφισίας. <box>475 744 689 814</box>
anak-title: ΑΝΑΚΟΙΝΩΣΙΣ ΤΟΥ ΑΣΤΕΡΟΣΚΟΠΕΙΟΥ <box>498 641 666 651</box>
orkomos-title: ΟΡΚΩΜΟΣΙΑ ΣΥΜΒΟΥΛΩΝ ΤΗΣ ΕΠΙΚΡΑΤΕΙΑΣ <box>480 975 684 1004</box>
auto-title: ΑΥΤΟΚΙΝΗΤΑ <box>1424 850 1515 867</box>
tele2-article <box>247 570 1145 654</box>
exousia-subtitle: Η ΣΗΜΕΡΙΝΗ ΣΥΝΕΡΓΑΣΙΑ <box>974 921 1103 932</box>
right-headline-2: ΕΠ' ΕΥΚΑΙΡΙΑ ΤΩΝ ΕΟΡΤΩΝ ΤΗΣ 10 ΕΤΗΡΙΔΟΣ <box>1206 119 1521 158</box>
right-column <box>1159 44 1568 2298</box>
table-cell-value: 320.— <box>106 734 129 744</box>
left-headline-line: ΑΝΕΚΑΛΥΦΘΗ ΕΝ ΚΩ. / ΠΟΛΕΙ <box>46 97 215 128</box>
right-headline-1: ΕΠΙΣΗΜΟΝ ΓΕΥΜΑ ΕΙΣ ΤΟ ΒΟΥΚΟΥΡΕΣΤΙΟΝ <box>1167 100 1560 120</box>
epidoma-title: ΤΟ ΕΠΙΔΟΜΑ ΤΩΝ 3|16 <box>519 1044 646 1056</box>
column-rule <box>239 44 241 2298</box>
table-cell-label: Προσφ. 1924 <box>28 777 78 787</box>
table-row <box>133 736 233 745</box>
tele-title: ΤΑ ΕΠΙΣΗΜΑ ΤΗΛΕΓΡΑΦΗΜΑΤΑ <box>821 408 1029 423</box>
